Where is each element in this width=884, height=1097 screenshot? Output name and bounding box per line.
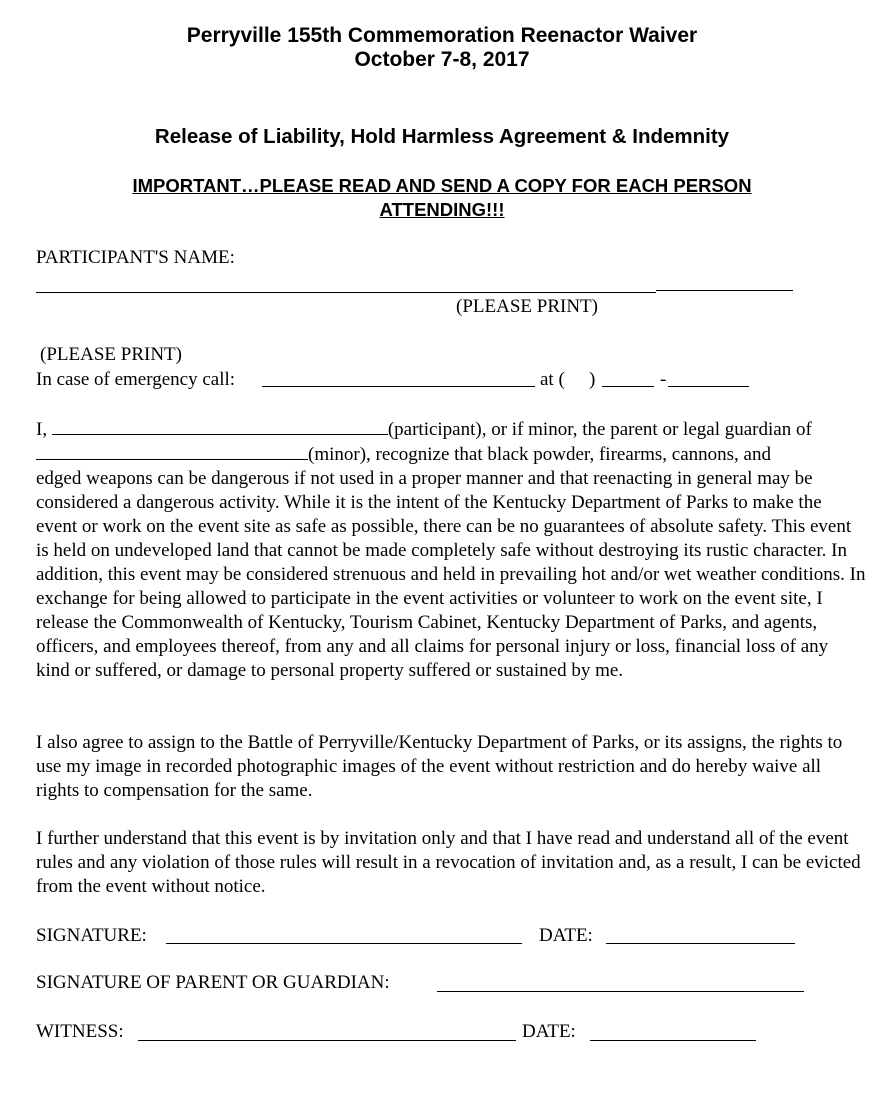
print-note-2: (PLEASE PRINT) (40, 344, 182, 365)
emergency-contact-field[interactable] (262, 386, 535, 387)
witness-field[interactable] (138, 1040, 516, 1041)
waiver-line-1 (36, 417, 866, 442)
phone-dash: - (660, 369, 667, 390)
phone-number-field[interactable] (668, 386, 749, 387)
participant-field[interactable] (52, 417, 388, 435)
participant-name-field[interactable] (36, 292, 656, 293)
waiver-paragraph (36, 417, 866, 683)
date-field[interactable] (606, 943, 795, 944)
phone-prefix-field[interactable] (602, 386, 654, 387)
image-rights-paragraph: I also agree to assign to the Battle of Perryville/Kentucky Department of Parks, or its assigns, the rights to use my image in recorded photographic images of the event without restriction and do hereby waive all rights to compensation for the same. (36, 732, 843, 801)
guardian-signature-field[interactable] (437, 991, 804, 992)
waiver-line-1-mid: (participant), or if minor, the parent or legal guardian of (387, 419, 812, 440)
participant-name-label: PARTICIPANT'S NAME: (36, 247, 235, 268)
form-title (0, 24, 884, 72)
witness-label: WITNESS: (36, 1021, 124, 1042)
area-code-open: at ( (540, 369, 565, 390)
date-label: DATE: (539, 925, 593, 946)
area-code-close: ) (589, 369, 596, 390)
invitation-paragraph: I further understand that this event is by invitation only and that I have read and understand all of the event rules and any violation of those rules will result in a revocation of invitation and, as a result, I can be evicted from the event without notice. (36, 828, 861, 897)
signature-label: SIGNATURE: (36, 925, 147, 946)
participant-name-field-ext[interactable] (656, 290, 793, 291)
waiver-body: edged weapons can be dangerous if not used in a proper manner and that reenacting in general may be considered a dangerous activity. While it is the intent of the Kentucky Department of Parks to make the event or work on the event site as safe as possible, there can be no guarantees of absolute safety. This event is held on undeveloped land that cannot be made completely safe without destroying its rustic character. In addition, this event may be considered strenuous and held in prevailing hot and/or wet weather conditions. In exchange for being allowed to participate in the event activities or volunteer to work on the event site, I release the Commonwealth of Kentucky, Tourism Cabinet, Kentucky Department of Parks, and agents, officers, and employees thereof, from any and all claims for personal injury or loss, financial loss of any kind or suffered, or damage to personal property suffered or sustained by me. (36, 468, 866, 681)
waiver-line-1-prefix: I, (36, 419, 48, 440)
print-note: (PLEASE PRINT) (456, 296, 598, 317)
title-line-2: October 7-8, 2017 (354, 48, 530, 71)
emergency-label: In case of emergency call: (36, 369, 236, 390)
waiver-line-2 (36, 442, 866, 467)
guardian-signature-label: SIGNATURE OF PARENT OR GUARDIAN: (36, 972, 390, 993)
important-line-2: ATTENDING!!! (379, 199, 505, 220)
witness-date-field[interactable] (590, 1040, 756, 1041)
witness-date-label: DATE: (522, 1021, 576, 1042)
important-line-1: IMPORTANT…PLEASE READ AND SEND A COPY FOR EACH PERSON (132, 175, 752, 196)
minor-field[interactable] (36, 442, 308, 460)
important-notice (0, 174, 884, 222)
form-subtitle: Release of Liability, Hold Harmless Agreement & Indemnity (154, 125, 730, 148)
signature-field[interactable] (166, 943, 522, 944)
waiver-line-2-suffix: (minor), recognize that black powder, firearms, cannons, and (308, 444, 771, 465)
title-line-1: Perryville 155th Commemoration Reenactor Waiver (186, 24, 698, 47)
